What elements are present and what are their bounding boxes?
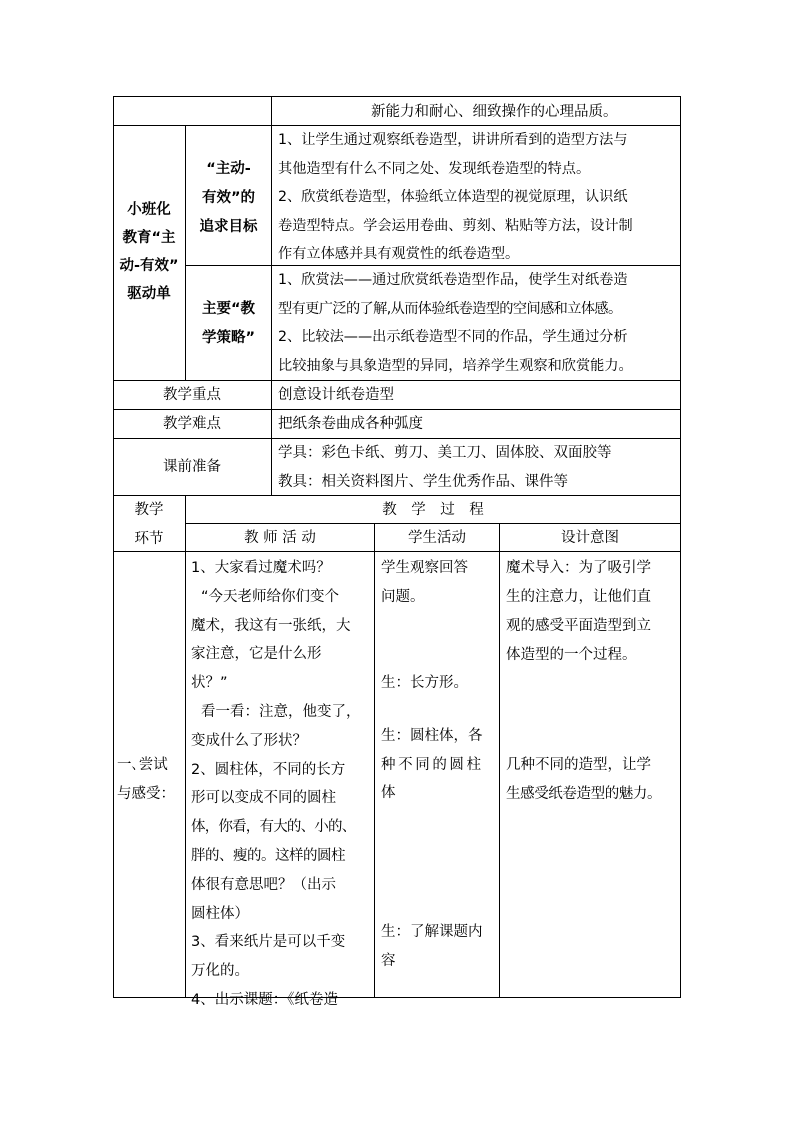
- teacher-activity-header: 教 师 活 动: [244, 530, 316, 546]
- student-activity-b: 生：长方形。: [381, 675, 468, 691]
- student-activity-header: 学生活动: [408, 530, 466, 546]
- process-title: 教 学 过 程: [382, 502, 484, 518]
- row0-text: 新能力和耐心、细致操作的心理品质。: [371, 104, 618, 120]
- student-activity-a: 学生观察回答 问题。: [381, 560, 468, 605]
- table-border-top: [113, 96, 681, 97]
- key-point-label: 教学重点: [163, 387, 221, 403]
- student-activity-c: 生：圆柱体，各 种 不 同 的 圆 柱 体: [381, 728, 483, 801]
- design-intent-a: 魔术导入：为了吸引学 生的注意力，让他们直 观的感受平面造型到立 体造型的一个过程。: [506, 560, 651, 663]
- col-divider: [374, 523, 375, 998]
- preparation-content: 学具：彩色卡纸、剪刀、美工刀、固体胶、双面胶等 教具：相关资料图片、学生优秀作品、课件等: [278, 445, 612, 490]
- strategy-label: 主要“教 学策略”: [201, 301, 256, 346]
- col-divider: [271, 96, 272, 495]
- goal-label: “主动- 有效”的 追求目标: [199, 161, 258, 235]
- goal-content: 1、让学生通过观察纸卷造型，讲讲所看到的造型方法与 其他造型有什么不同之处、发现纸卷造型的特点。 2、欣赏纸卷造型，体验纸立体造型的视觉原理，认识纸 卷造型特点。学会运用卷曲、剪刻、粘贴等方法，设计制 作有立体感并具有观赏性的纸卷造型。: [278, 132, 633, 262]
- difficulty-value: 把纸条卷曲成各种弧度: [278, 416, 423, 432]
- stage-header: 教学 环节: [134, 502, 164, 547]
- strategy-content: 1、欣赏法——通过欣赏纸卷造型作品，使学生对纸卷造 型有更广泛的了解,从而体验纸卷造型的空间感和立体感。 2、比较法——出示纸卷造型不同的作品，学生通过分析 比较抽象与具象造型的异同，培养学生观察和欣赏能力。: [278, 272, 633, 374]
- stage1-label: 一､尝试 与感受：: [117, 757, 175, 802]
- preparation-label: 课前准备: [163, 459, 221, 475]
- design-intent-header: 设计意图: [561, 530, 619, 546]
- key-point-value: 创意设计纸卷造型: [278, 387, 394, 403]
- student-activity-d: 生：了解课题内 容: [381, 924, 483, 969]
- col-divider: [499, 523, 500, 998]
- col-divider: [185, 495, 186, 998]
- design-intent-b: 几种不同的造型，让学 生感受纸卷造型的魅力。: [506, 757, 662, 802]
- table-border-right: [680, 96, 681, 998]
- outer-label: 小班化 教育“主 动-有效” 驱动单: [119, 202, 179, 302]
- teacher-activity: 1、大家看过魔术吗？ “今天老师给你们变个 魔术，我这有一张纸，大 家注意，它是什么形 状？” 看一看：注意，他变了， 变成什么了形状？ 2、圆柱体，不同的长方 形可以变成不同的圆柱 体，你看，有大的、小的、 胖的、瘦的。这样的圆柱 体很有意思吧？（出示 圆柱体） 3、看来纸片是可以千变 万化的。 4、出示课题：《纸卷造: [191, 560, 361, 1008]
- difficulty-label: 教学难点: [163, 416, 221, 432]
